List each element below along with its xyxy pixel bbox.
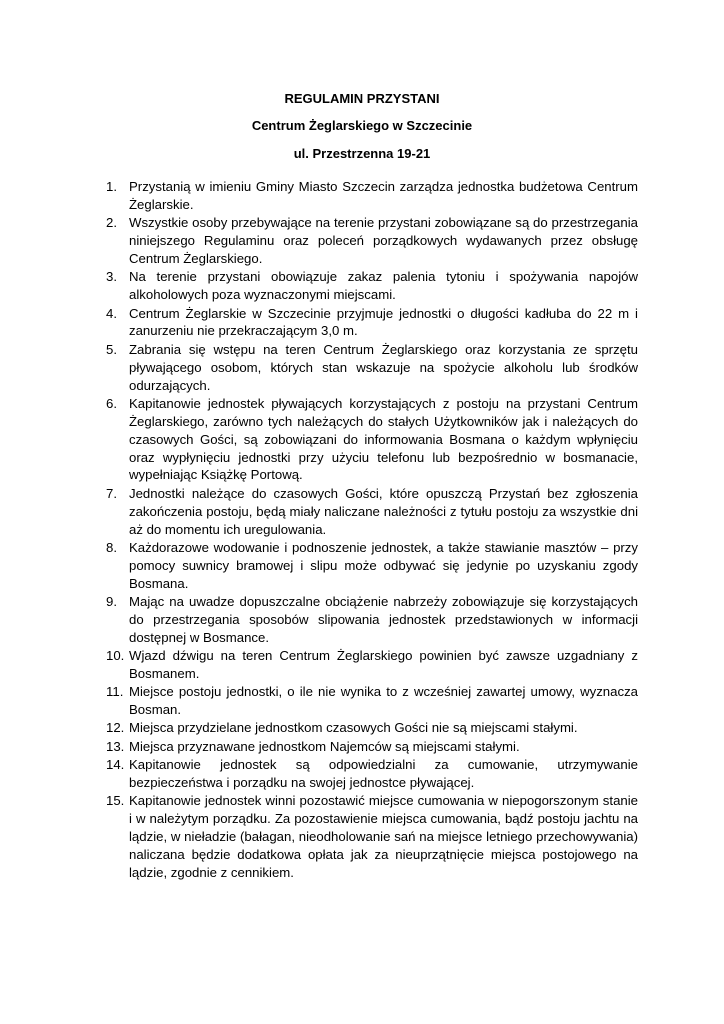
rule-text: Miejsca przydzielane jednostkom czasowych Gości nie są miejscami stałymi. <box>129 720 578 736</box>
rule-item <box>106 305 638 341</box>
document-title: REGULAMIN PRZYSTANI <box>284 91 440 106</box>
rule-item <box>106 268 638 304</box>
rule-text: Kapitanowie jednostek winni pozostawić miejsce cumowania w niepogorszonym stanie i w należytym porządku. Za pozostawienie miejsca cumowania, bądź postoju jachtu na lądzie, w nieładzie (bałagan, nieodholowanie sań na miejsce letniego przechowywania) naliczana będzie dodatkowa opłata jak za nieuprzątnięcie miejsca postojowego na lądzie, zgodnie z cennikiem. <box>129 793 638 880</box>
rule-item <box>106 539 638 593</box>
rule-item <box>106 395 638 485</box>
rule-number: 5. <box>106 341 117 357</box>
rule-text: Na terenie przystani obowiązuje zakaz palenia tytoniu i spożywania napojów alkoholowych poza wyznaczonymi miejscami. <box>129 269 638 303</box>
rule-number: 7. <box>106 485 117 501</box>
rule-number: 9. <box>106 593 117 609</box>
rule-text: Mając na uwadze dopuszczalne obciążenie nabrzeży zobowiązuje się korzystających do przestrzegania sposobów slipowania jednostek przedstawionych w informacji dostępnej w Bosmance. <box>129 593 638 645</box>
rule-number: 6. <box>106 395 117 411</box>
document-subtitle: Centrum Żeglarskiego w Szczecinie <box>251 118 473 133</box>
rule-item <box>106 738 638 756</box>
rule-number: 12. <box>106 720 125 736</box>
rule-number: 1. <box>106 179 117 194</box>
rule-number: 15. <box>106 793 125 809</box>
rule-item <box>106 593 638 647</box>
rule-text: Każdorazowe wodowanie i podnoszenie jednostek, a także stawianie masztów – przy pomocy suwnicy bramowej i slipu może odbywać się jedynie po uzyskaniu zgody Bosmana. <box>129 539 638 591</box>
rule-text: Wszystkie osoby przebywające na terenie przystani zobowiązane są do przestrzegania niniejszego Regulaminu oraz poleceń porządkowych wydawanych przez obsługę Centrum Żeglarskiego. <box>129 215 638 267</box>
rule-item <box>106 719 638 737</box>
rule-number: 8. <box>106 539 117 555</box>
rule-item <box>106 792 638 882</box>
rule-item <box>106 341 638 395</box>
rule-item <box>106 683 638 719</box>
rule-item <box>106 178 638 214</box>
rule-text: Kapitanowie jednostek są odpowiedzialni za cumowanie, utrzymywanie bezpieczeństwa i porządku na swojej jednostce pływającej. <box>129 757 638 790</box>
rule-number: 3. <box>106 269 117 285</box>
rule-text: Jednostki należące do czasowych Gości, które opuszczą Przystań bez zgłoszenia zakończenia postoju, będą miały naliczane należności z tytułu postoju za wszystkie dni aż do momentu ich uregulowania. <box>129 485 638 537</box>
rule-item <box>106 647 638 683</box>
rule-item <box>106 214 638 268</box>
rule-number: 13. <box>106 738 125 754</box>
rule-text: Przystanią w imieniu Gminy Miasto Szczecin zarządza jednostka budżetowa Centrum Żeglarskie. <box>129 179 638 212</box>
rule-number: 11. <box>106 684 124 700</box>
rules-list <box>106 178 638 882</box>
rule-text: Centrum Żeglarskie w Szczecinie przyjmuje jednostki o długości kadłuba do 22 m i zanurzeniu nie przekraczającym 3,0 m. <box>129 305 638 339</box>
rule-item <box>106 485 638 539</box>
rule-number: 4. <box>106 305 117 321</box>
rule-text: Zabrania się wstępu na teren Centrum Żeglarskiego oraz korzystania ze sprzętu pływającego osobom, których stan wskazuje na spożycie alkoholu lub środków odurzających. <box>129 341 638 393</box>
rule-number: 14. <box>106 757 125 773</box>
rule-number: 10. <box>106 648 125 664</box>
rule-text: Miejsce postoju jednostki, o ile nie wynika to z wcześniej zawartej umowy, wyznacza Bosman. <box>129 684 638 718</box>
rule-text: Kapitanowie jednostek pływających korzystających z postoju na przystani Centrum Żeglarskiego, zarówno tych należących do stałych Użytkowników jak i należących do czasowych Gości, są zobowiązani do informowania Bosmana o każdym wpłynięciu oraz wypłynięciu jednostki przy użyciu telefonu lub bezpośrednio w bosmanacie, wypełniając Książkę Portową. <box>129 395 638 483</box>
rule-text: Miejsca przyznawane jednostkom Najemców są miejscami stałymi. <box>129 738 520 754</box>
rule-text: Wjazd dźwigu na teren Centrum Żeglarskiego powinien być zawsze uzgadniany z Bosmanem. <box>129 648 638 681</box>
document-address: ul. Przestrzenna 19-21 <box>293 146 431 161</box>
rule-item <box>106 756 638 792</box>
rule-number: 2. <box>106 215 117 231</box>
